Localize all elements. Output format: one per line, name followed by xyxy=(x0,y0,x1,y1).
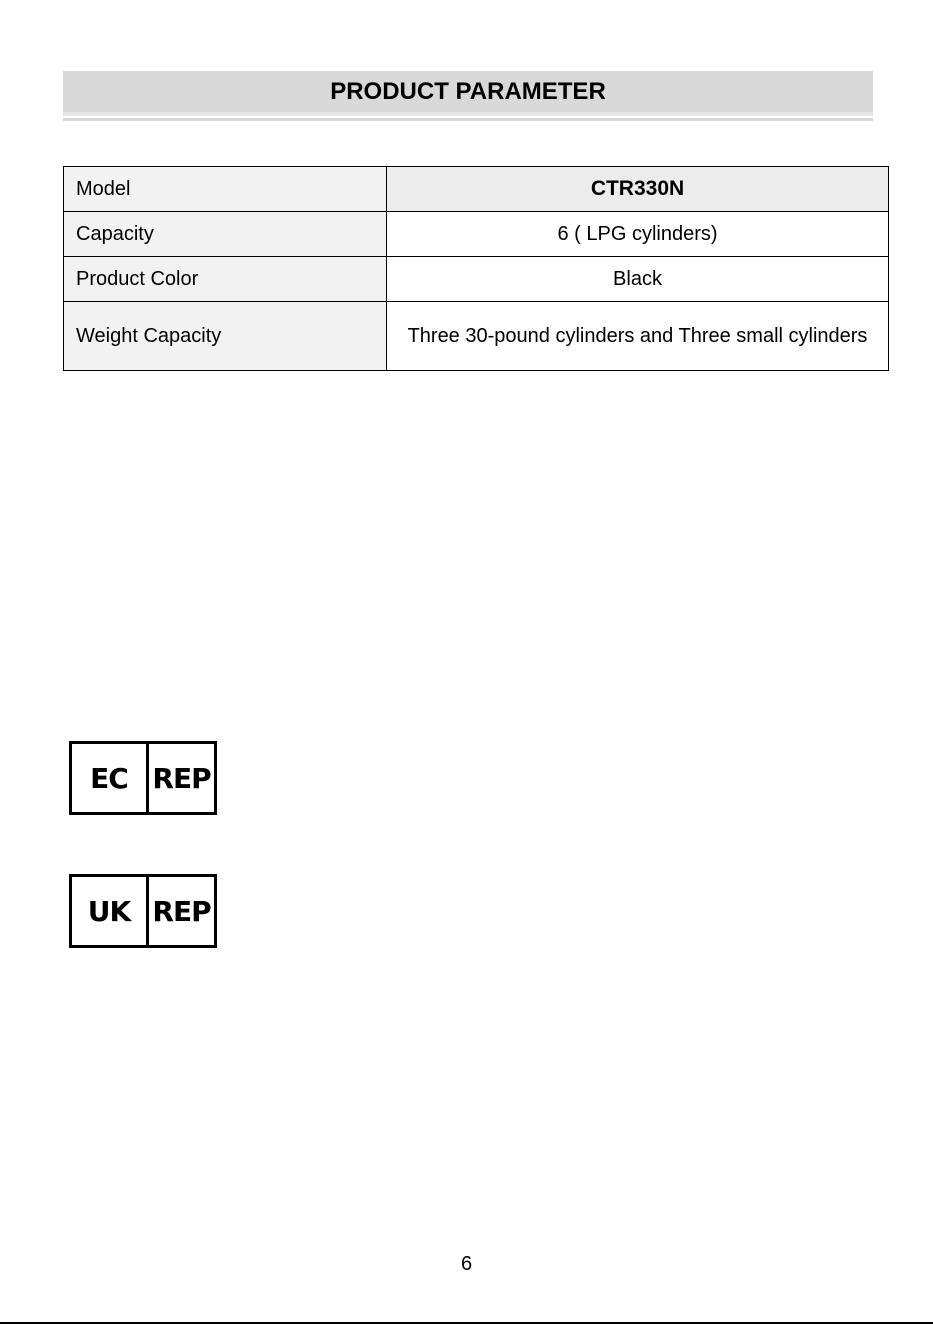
ec-rep-symbol xyxy=(69,741,217,815)
param-label-capacity: Capacity xyxy=(64,212,387,257)
uk-rep-right-label: REP xyxy=(152,894,211,928)
table-row xyxy=(64,257,889,302)
param-label-weight-capacity: Weight Capacity xyxy=(64,302,387,371)
page-title-bar xyxy=(63,71,873,116)
param-value-color: Black xyxy=(387,257,889,302)
param-value-model: CTR330N xyxy=(387,167,889,212)
parameter-table xyxy=(63,166,889,371)
param-label-color: Product Color xyxy=(64,257,387,302)
page-number: 6 xyxy=(460,1253,473,1275)
page-title: PRODUCT PARAMETER xyxy=(330,77,606,105)
param-label-model: Model xyxy=(64,167,387,212)
table-row xyxy=(64,167,889,212)
uk-rep-left-label: UK xyxy=(72,877,149,945)
param-value-capacity: 6 ( LPG cylinders) xyxy=(387,212,889,257)
title-underline xyxy=(63,118,873,121)
ec-rep-right-label: REP xyxy=(152,761,211,795)
ec-rep-left-label: EC xyxy=(72,744,149,812)
param-value-weight-capacity: Three 30-pound cylinders and Three small cylinders xyxy=(387,302,889,371)
table-row xyxy=(64,302,889,371)
table-row xyxy=(64,212,889,257)
uk-rep-symbol xyxy=(69,874,217,948)
